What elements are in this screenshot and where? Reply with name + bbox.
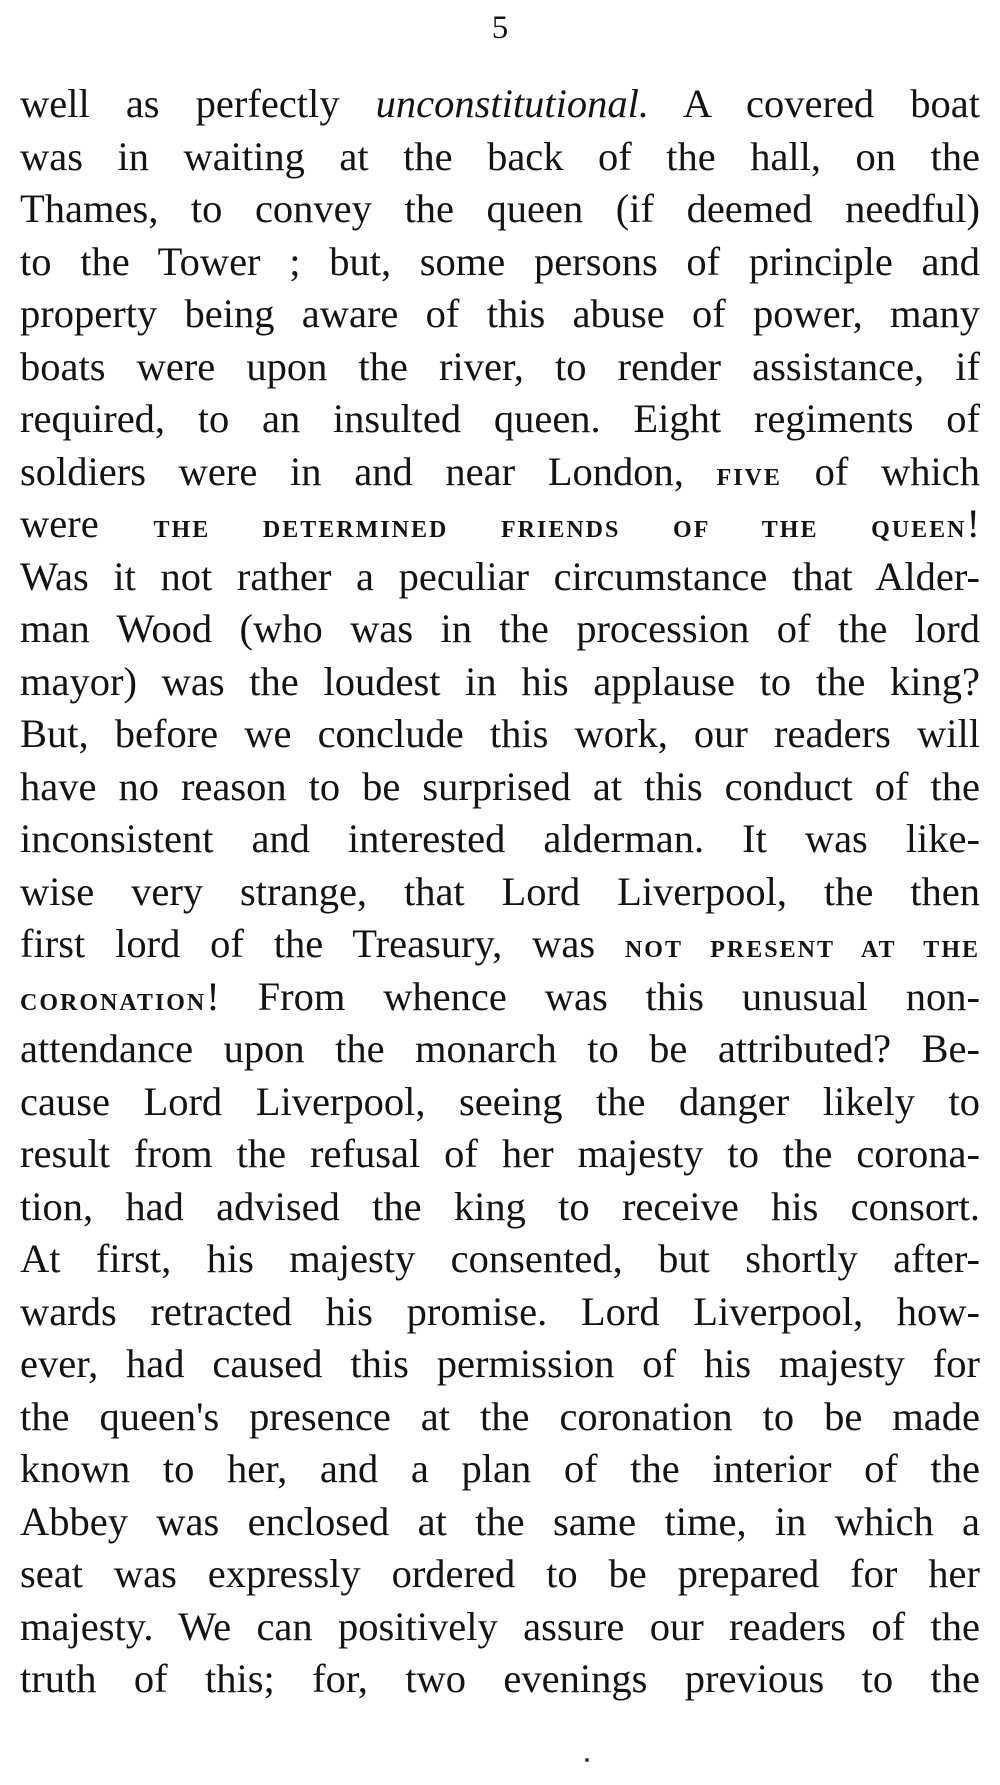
text-line <box>20 708 980 761</box>
text-line <box>20 341 980 394</box>
text-line <box>20 918 980 971</box>
text-line <box>20 1653 980 1706</box>
text-run: Was it not rather a peculiar circumstance that Alder- <box>20 553 980 599</box>
text-line <box>20 288 980 341</box>
text-run: boats were upon the river, to render assistance, if <box>20 343 980 389</box>
small-caps-text: NOT PRESENT AT THE <box>624 937 980 963</box>
text-line <box>20 78 980 131</box>
body-text <box>20 78 980 1706</box>
text-line <box>20 1076 980 1129</box>
text-line <box>20 446 980 499</box>
text-line <box>20 866 980 919</box>
text-line <box>20 1391 980 1444</box>
text-run: have no reason to be surprised at this conduct of the <box>20 763 980 809</box>
text-run: to the Tower ; but, some persons of principle and <box>20 238 980 284</box>
text-run: property being aware of this abuse of power, many <box>20 291 980 336</box>
text-line <box>20 761 980 814</box>
text-line <box>20 1496 980 1549</box>
text-run: the queen's presence at the coronation to be made <box>20 1393 980 1439</box>
text-run: required, to an insulted queen. Eight regiments of <box>20 396 980 441</box>
text-run: man Wood (who was in the procession of the lord <box>20 606 980 651</box>
text-run: A covered boat <box>649 81 981 126</box>
text-line <box>20 498 980 551</box>
text-line <box>20 971 980 1024</box>
italic-text: unconstitutional. <box>375 81 650 126</box>
text-line <box>20 1233 980 1286</box>
text-line <box>20 1286 980 1339</box>
text-run: attendance upon the monarch to be attributed? Be- <box>20 1026 980 1071</box>
text-line <box>20 1548 980 1601</box>
text-run: seat was expressly ordered to be prepared for her <box>20 1551 980 1596</box>
text-run: At first, his majesty consented, but shortly after- <box>20 1236 980 1281</box>
text-line <box>20 656 980 709</box>
small-caps-text: FIVE <box>716 464 782 491</box>
text-run: cause Lord Liverpool, seeing the danger likely to <box>20 1078 980 1124</box>
paper-speck <box>585 1758 589 1762</box>
text-run: truth of this; for, two evenings previous to the <box>20 1656 980 1701</box>
text-line <box>20 1338 980 1391</box>
small-caps-text: THE DETERMINED FRIENDS OF THE QUEEN <box>153 517 967 543</box>
text-run: first lord of the Treasury, was <box>20 921 625 966</box>
text-run: ! From whence was this unusual non- <box>206 973 980 1019</box>
text-line <box>20 551 980 604</box>
text-run: Abbey was enclosed at the same time, in which a <box>20 1498 980 1544</box>
text-run: wise very strange, that Lord Liverpool, the then <box>20 868 980 914</box>
text-line <box>20 1023 980 1076</box>
text-run: was in waiting at the back of the hall, on the <box>20 133 980 179</box>
text-run: of which <box>781 448 980 494</box>
text-line <box>20 1443 980 1496</box>
text-run: wards retracted his promise. Lord Liverpool, how- <box>20 1288 980 1334</box>
text-run: inconsistent and interested alderman. It was like- <box>20 816 980 861</box>
text-run: Thames, to convey the queen (if deemed needful) <box>20 186 980 231</box>
text-line <box>20 131 980 184</box>
text-run: majesty. We can positively assure our readers of the <box>20 1603 980 1649</box>
text-line <box>20 1601 980 1654</box>
text-run: ! <box>966 501 981 546</box>
small-caps-text: CORONATION <box>20 989 207 1016</box>
text-run: were <box>20 501 154 546</box>
text-run: But, before we conclude this work, our readers will <box>20 711 980 756</box>
text-line <box>20 236 980 289</box>
text-line <box>20 393 980 446</box>
text-run: tion, had advised the king to receive his consort. <box>20 1183 980 1229</box>
text-run: mayor) was the loudest in his applause to the king? <box>20 658 980 704</box>
text-line <box>20 183 980 236</box>
text-line <box>20 1181 980 1234</box>
page-number: 5 <box>491 10 509 46</box>
text-run: known to her, and a plan of the interior of the <box>20 1446 980 1491</box>
text-run: result from the refusal of her majesty to the corona- <box>20 1131 980 1176</box>
text-run: soldiers were in and near London, <box>20 448 717 494</box>
text-line <box>20 813 980 866</box>
text-run: ever, had caused this permission of his majesty for <box>20 1341 980 1386</box>
text-line <box>20 603 980 656</box>
text-line <box>20 1128 980 1181</box>
text-run: well as perfectly <box>20 81 376 126</box>
